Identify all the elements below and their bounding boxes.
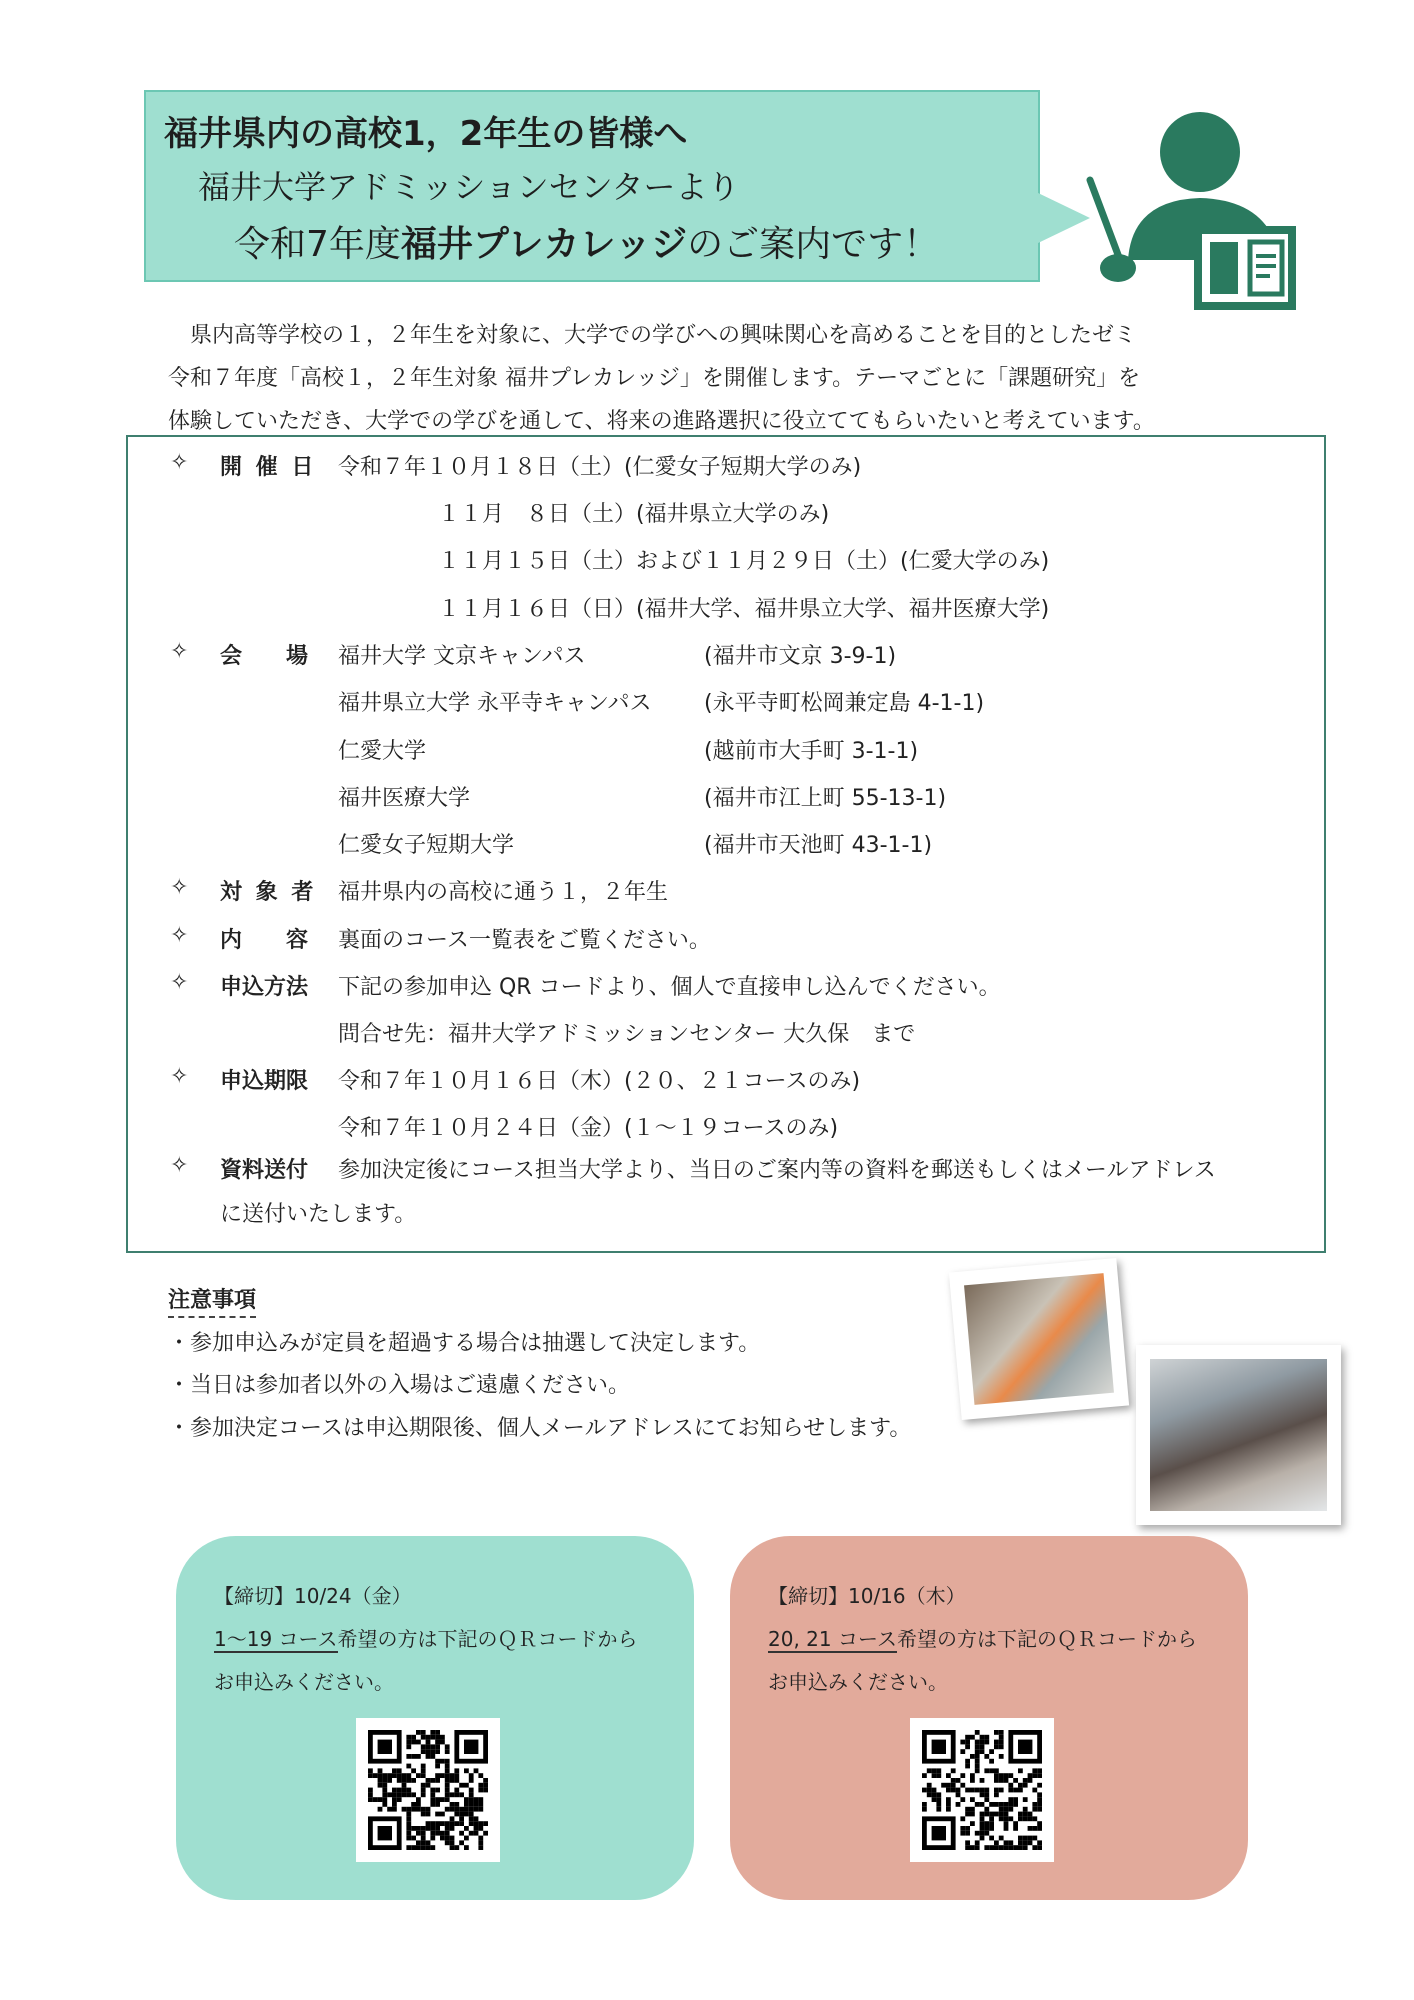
contact-value: 問合せ先：福井大学アドミッションセンター 大久保 まで	[338, 1022, 916, 1047]
header-line3: 令和7年度福井プレカレッジのご案内です！	[234, 224, 940, 265]
venue-address: (福井市天池町 43-1-1)	[704, 833, 933, 858]
content-label: 内 容	[220, 928, 309, 953]
date-line: １１月 ８日（土）(福井県立大学のみ)	[438, 502, 830, 527]
docs-value: 参加決定後にコース担当大学より、当日のご案内等の資料を郵送もしくはメールアドレス	[338, 1158, 1216, 1183]
event-info-box	[126, 435, 1326, 1253]
intro-line: 県内高等学校の１，２年生を対象に、大学での学びへの興味関心を高めることを目的としたゼミ	[190, 323, 1137, 348]
note-item: ・参加決定コースは申込期限後、個人メールアドレスにてお知らせします。	[168, 1416, 912, 1441]
intro-line: 令和７年度「高校１，２年生対象 福井プレカレッジ」を開催します。テーマごとに「課題研究」を	[168, 366, 1141, 391]
notes-title: 注意事項	[168, 1283, 256, 1318]
bullet-mark: ✧	[170, 1064, 189, 1089]
deadline-line: 令和７年１０月１６日（木）(２０、２１コースのみ)	[338, 1069, 861, 1094]
date-line: １１月１５日（土）および１１月２９日（土）(仁愛大学のみ)	[438, 549, 1050, 574]
apply-label: 申込方法	[220, 975, 309, 1000]
date-line: 令和７年１０月１８日（土）(仁愛女子短期大学のみ)	[338, 455, 862, 480]
header-line1: 福井県内の高校1，2年生の皆様へ	[164, 114, 688, 154]
bullet-mark: ✧	[170, 450, 189, 475]
venue-label: 会 場	[220, 644, 309, 669]
apply-value: 下記の参加申込 QR コードより、個人で直接申し込んでください。	[338, 975, 1001, 1000]
header-banner	[144, 90, 1040, 282]
qr-code[interactable]	[910, 1718, 1054, 1862]
bullet-mark: ✧	[170, 970, 189, 995]
card-instruction: 20, 21 コース希望の方は下記のＱＲコードから	[768, 1627, 1197, 1651]
target-value: 福井県内の高校に通う１，２年生	[338, 880, 669, 905]
card-instruction-cont: お申込みください。	[214, 1670, 394, 1694]
card-instruction-cont: お申込みください。	[768, 1670, 948, 1694]
date-line: １１月１６日（日）(福井大学、福井県立大学、福井医療大学)	[438, 597, 1050, 622]
apply-card-20-21	[730, 1536, 1248, 1900]
note-item: ・当日は参加者以外の入場はご遠慮ください。	[168, 1373, 631, 1398]
docs-label: 資料送付	[220, 1158, 309, 1183]
card-deadline: 【締切】10/24（金）	[214, 1584, 412, 1608]
venue-address: (福井市江上町 55-13-1)	[704, 786, 947, 811]
card-deadline: 【締切】10/16（木）	[768, 1584, 966, 1608]
dates-label: 開 催 日	[220, 455, 317, 480]
target-label: 対 象 者	[220, 880, 317, 905]
venue-name: 仁愛女子短期大学	[338, 833, 515, 858]
docs-value-cont: に送付いたします。	[220, 1202, 417, 1227]
teacher-icon	[1080, 110, 1300, 310]
deadline-label: 申込期限	[220, 1069, 309, 1094]
lab-photo	[949, 1258, 1129, 1420]
bullet-mark: ✧	[170, 639, 189, 664]
venue-name: 仁愛大学	[338, 739, 427, 764]
card-instruction: 1～19 コース希望の方は下記のＱＲコードから	[214, 1627, 638, 1651]
venue-address: (越前市大手町 3-1-1)	[704, 739, 919, 764]
lab-photo	[1136, 1345, 1341, 1525]
venue-address: (永平寺町松岡兼定島 4-1-1)	[704, 691, 985, 716]
venue-name: 福井医療大学	[338, 786, 471, 811]
bullet-mark: ✧	[170, 923, 189, 948]
header-line2: 福井大学アドミッションセンターより	[198, 168, 740, 206]
note-item: ・参加申込みが定員を超過する場合は抽選して決定します。	[168, 1331, 761, 1356]
content-value: 裏面のコース一覧表をご覧ください。	[338, 928, 711, 953]
apply-card-1-19	[176, 1536, 694, 1900]
venue-address: (福井市文京 3-9-1)	[704, 644, 897, 669]
bullet-mark: ✧	[170, 875, 189, 900]
intro-paragraph	[168, 314, 1248, 443]
intro-line: 体験していただき、大学での学びを通して、将来の進路選択に役立ててもらいたいと考えています。	[168, 409, 1155, 434]
venue-name: 福井大学 文京キャンパス	[338, 644, 586, 669]
qr-code[interactable]	[356, 1718, 500, 1862]
bullet-mark: ✧	[170, 1153, 189, 1178]
venue-name: 福井県立大学 永平寺キャンパス	[338, 691, 652, 716]
deadline-line: 令和７年１０月２４日（金）(１～１９コースのみ)	[338, 1116, 839, 1141]
